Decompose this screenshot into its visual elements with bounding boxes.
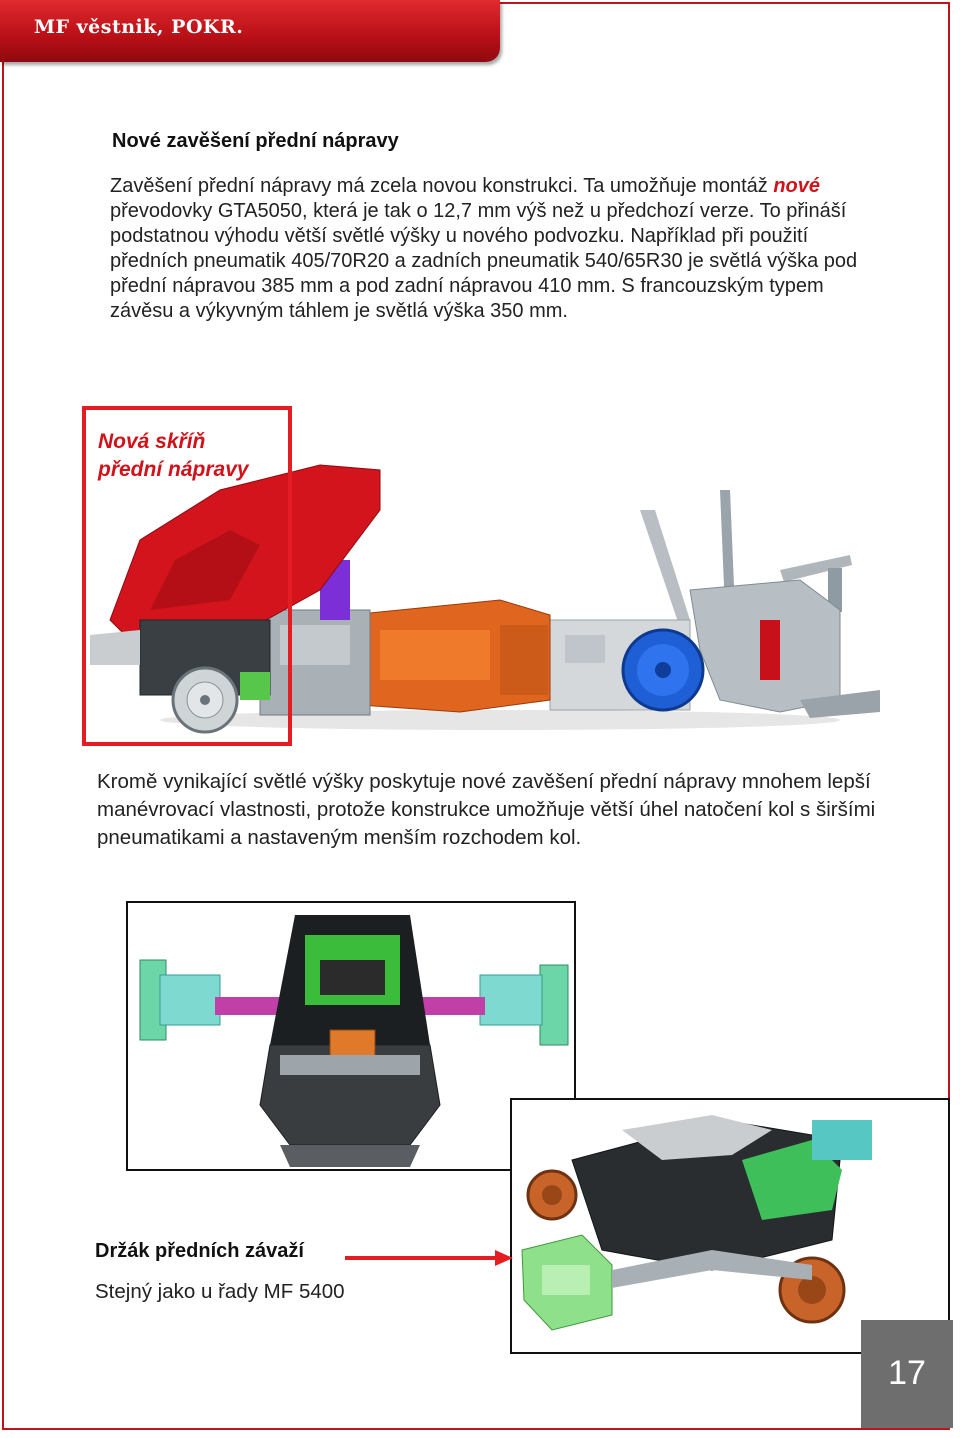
intro-text-a: Zavěšení přední nápravy má zcela novou konstrukci. Ta umožňuje montáž <box>110 175 774 197</box>
header-band <box>0 0 500 62</box>
callout-label-line2: přední nápravy <box>98 458 249 481</box>
intro-paragraph <box>110 174 870 324</box>
intro-text-emphasis: nové <box>773 175 820 197</box>
callout-label <box>98 428 249 484</box>
callout-label-line1: Nová skříň <box>98 430 206 453</box>
callout-arrow <box>345 1250 515 1266</box>
weight-bracket-subtitle: Stejný jako u řady MF 5400 <box>95 1280 345 1303</box>
axle-front-view-image <box>130 905 574 1167</box>
weight-bracket-image <box>512 1100 948 1352</box>
maneuverability-paragraph: Kromě vynikající světlé výšky poskytuje nové zavěšení přední nápravy mnohem lepší manévrovací vlastnosti, protože konstrukce umožňuje větší úhel natočení kol s širšími pneumatikami a nastaveným menším rozchodem kol. <box>97 770 876 849</box>
header-title: MF věstnik, POKR. <box>34 16 244 38</box>
page-number: 17 <box>888 1354 926 1392</box>
intro-text-b: převodovky GTA5050, která je tak o 12,7 mm výš než u předchozí verze. To přináší podstatnou výhodu větší světlé výšky u nového podvozku. Například při použití předních pneumatik 405/70R20 a zadních pneumatik 540/65R30 je světlá výška pod přední nápravou 385 mm a pod zadní nápravou 410 mm. S francouzským typem závěsu a výkyvným táhlem je světlá výška 350 mm. <box>110 200 858 322</box>
section-title: Nové zavěšení přední nápravy <box>112 130 399 152</box>
page-number-box <box>861 1320 953 1428</box>
weight-bracket-title: Držák předních závaží <box>95 1240 304 1262</box>
